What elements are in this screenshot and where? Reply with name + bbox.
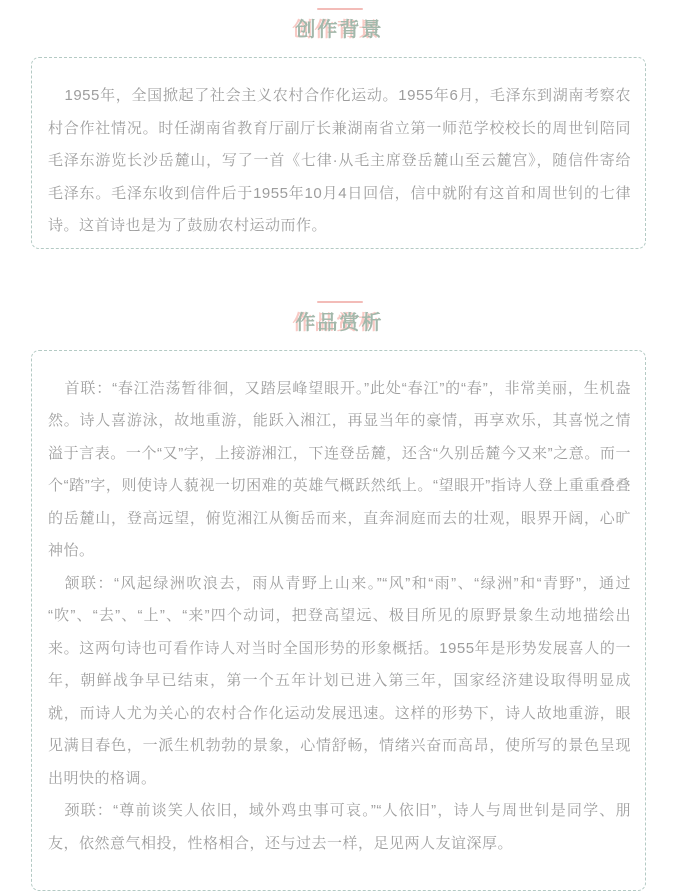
dashed-content-box xyxy=(31,57,646,249)
section-header xyxy=(0,8,679,42)
dashed-content-box xyxy=(31,350,646,891)
paragraph-background: 1955年，全国掀起了社会主义农村合作化运动。1955年6月，毛泽东到湖南考察农村合作社情况。时任湖南省教育厅副厅长兼湖南省立第一师范学校校长的周世钊陪同毛泽东游览长沙岳麓山，写了一首《七律·从毛主席登岳麓山至云麓宫》，随信件寄给毛泽东。毛泽东收到信件后于1955年10月4日回信，信中就附有这首和周世钊的七律诗。这首诗也是为了鼓励农村运动而作。 xyxy=(48,80,631,243)
paragraph-second-couplet: 颔联：“风起绿洲吹浪去，雨从青野上山来。”“风”和“雨”、“绿洲”和“青野”，通过“吹”、“去”、“上”、“来”四个动词，把登高望远、极目所见的原野景象生动地描绘出来。这两句诗也可看作诗人对当时全国形势的形象概括。1955年是形势发展喜人的一年，朝鲜战争早已结束，第一个五年计划已进入第三年，国家经济建设取得明显成就，而诗人尤为关心的农村合作化运动发展迅速。这样的形势下，诗人故地重游，眼见满目春色，一派生机勃勃的景象，心情舒畅，情绪兴奋而高昂，使所写的景色呈现出明快的格调。 xyxy=(48,568,631,796)
paragraph-first-couplet: 首联：“春江浩荡暂徘徊，又踏层峰望眼开。”此处“春江”的“春”，非常美丽，生机盎然。诗人喜游泳，故地重游，能跃入湘江，再显当年的豪情，再享欢乐，其喜悦之情溢于言表。一个“又”字，上接游湘江，下连登岳麓，还含“久别岳麓今又来”之意。而一个“踏”字，则使诗人藐视一切困难的英雄气概跃然纸上。“望眼开”指诗人登上重重叠叠的岳麓山，登高远望，俯览湘江从衡岳而来，直奔洞庭而去的壮观，眼界开阔，心旷神怡。 xyxy=(48,373,631,568)
section-title: 创作背景 xyxy=(0,18,679,42)
section-header xyxy=(0,301,679,335)
section-title: 作品赏析 xyxy=(0,311,679,335)
header-accent-line xyxy=(317,301,363,303)
header-accent-line xyxy=(317,8,363,10)
paragraph-third-couplet: 颈联：“尊前谈笑人依旧，域外鸡虫事可哀。”“人依旧”，诗人与周世钊是同学、朋友，依然意气相投，性格相合，还与过去一样，足见两人友谊深厚。 xyxy=(48,795,631,860)
section-work-appreciation xyxy=(0,301,679,891)
section-creation-background xyxy=(0,0,679,249)
